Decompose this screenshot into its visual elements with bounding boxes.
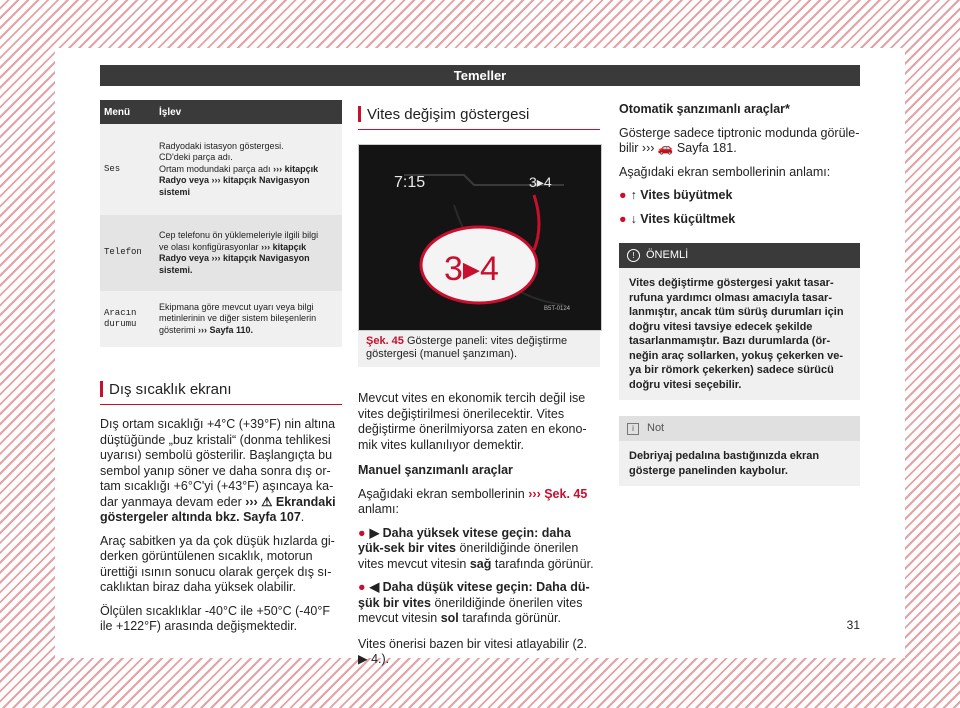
cell-link[interactable]: ››› Sayfa 110.	[198, 324, 254, 335]
table-header-menu: Menü	[100, 100, 155, 124]
table-header-function: İşlev	[155, 100, 342, 124]
bullet-icon: ●	[619, 211, 627, 226]
warning-link[interactable]: ››› ⚠ Ekrandaki göstergeler altında bkz. Sayfa 107	[100, 494, 336, 524]
section-title-gear-shift	[358, 100, 600, 130]
cell-line: Ekipmana göre mevcut uyarı veya bilgi	[159, 301, 314, 312]
cell-line: sistemi.	[159, 264, 193, 275]
cell-line: ve olası konfigürasyonlar	[159, 241, 259, 252]
cell-line: Ortam modundaki parça adı	[159, 163, 271, 174]
warning-body: Vites değiştirme göstergesi yakıt tasar-rufuna yardımcı olması amacıyla tasar-lanmıştır, ancak tüm sürüş durumları için doğru vitesi tavsiye edecek şekilde tasarlanmamıştır. Bazı durumlarda (ör-neğin araç sollarken, yokuş çekerken ve-ya bir römork çekerken) sadece sürücü doğru vitesi seçebilir.	[629, 277, 844, 391]
bullet-bold: : daha yük-sek bir vites	[358, 525, 571, 555]
menu-function-table	[100, 100, 342, 347]
cell-line: sistemi	[159, 186, 191, 197]
bullet-icon: ●	[358, 580, 366, 594]
table-cell-value	[155, 291, 342, 347]
cell-line: Radyo veya	[159, 253, 210, 263]
cell-line: Radyodaki istasyon göstergesi.	[159, 140, 284, 151]
cell-line: Radyo veya	[159, 175, 210, 186]
subheading-automatic: Otomatik şanzımanlı araçlar*	[619, 102, 790, 116]
bullet-title: ◀ Daha düşük vitese geçin	[369, 580, 529, 594]
list-item	[358, 526, 600, 573]
table-cell-value	[155, 215, 342, 291]
column-right	[619, 100, 860, 486]
bullet-text: önerildiğinde önerilen vites mevcut vitesin	[358, 595, 583, 625]
figure-gear-small: 3▸4	[529, 174, 552, 190]
figure-code: B5T-0124	[544, 306, 571, 312]
paragraph-text: anlamı:	[358, 502, 399, 516]
bullet-direction: sağ	[469, 556, 492, 571]
paragraph: Araç sabitken ya da çok düşük hızlarda gi-derken görüntülenen sıcaklık, motorun ürettiği ısının sonucu olarak gerçek dış sı-caklıktan biraz daha yüksek olabilir.	[100, 533, 335, 594]
table-row	[100, 291, 342, 347]
section-bar	[100, 381, 103, 397]
paragraph: Mevcut vites en ekonomik tercih değil ise vites değiştirilmesi önerilecektir. Vites değiştirme önerilmiyorsa zaten en ekono-mik vites kullanılıyor demektir.	[358, 391, 587, 452]
section-bar	[358, 106, 361, 122]
table-row	[100, 124, 342, 215]
cell-line: metinlerinin ve diğer sistem bileşenlerin	[159, 313, 317, 324]
column-left	[100, 100, 342, 643]
page-number: 31	[846, 618, 860, 632]
info-icon: i	[627, 423, 639, 435]
bullet-text: tarafında görünür.	[462, 611, 561, 625]
bullet-text: tarafında görünür.	[494, 556, 594, 571]
table-cell-key: Aracın durumu	[100, 291, 155, 347]
figure-caption	[358, 331, 600, 367]
bullet-text: ↑ Vites büyütmek	[630, 188, 733, 202]
figure-gear-indicator	[358, 144, 602, 331]
figure-caption-text: Gösterge paneli: vites değiştirme göstergesi (manuel şanzıman).	[366, 335, 568, 360]
cell-link[interactable]: ››› kitapçık Navigasyon	[211, 253, 310, 263]
section-title-text: Dış sıcaklık ekranı	[109, 381, 232, 398]
paragraph: Dış ortam sıcaklığı +4°C (+39°F) nin altına düştüğünde „buz kristali“ (donma tehlikesi uyarısı) sembolü gösterilir. Başlangıçta bu sembol yanıp söner ve daha sonra dış or-tam sıcaklığı +6°C'yi (+43°F) aşıncaya ka-dar yanmaya devam eder ››› ⚠ Ekrandaki göstergeler altında bkz. Sayfa 107.	[100, 417, 336, 524]
list-item	[619, 212, 860, 228]
cell-link[interactable]: ››› kitapçık	[273, 163, 319, 174]
bullet-bold: : Daha dü-şük bir vites	[358, 580, 590, 610]
bullet-direction: sol	[440, 611, 459, 625]
note-box	[619, 416, 860, 486]
page-header: Temeller	[100, 65, 860, 86]
info-circle-icon: !	[627, 249, 640, 262]
cell-link[interactable]: ››› kitapçık Navigasyon	[211, 175, 310, 186]
cell-line: Cep telefonu ön yüklemeleriyle ilgili bilgi	[159, 230, 319, 240]
figure-time: 7:15	[394, 174, 426, 191]
dashboard-display-icon	[384, 165, 584, 315]
bullet-icon: ●	[358, 525, 366, 540]
table-cell-key: Telefon	[100, 215, 155, 291]
paragraph: Vites önerisi bazen bir vitesi atlayabilir (2. ▶ 4.).	[358, 636, 588, 666]
cell-line: CD'deki parça adı.	[159, 152, 233, 163]
note-title: Not	[647, 422, 665, 434]
table-cell-value	[155, 124, 342, 215]
paragraph	[358, 487, 600, 518]
figure-link[interactable]: ››› Şek. 45	[528, 486, 588, 501]
bullet-text: ↓ Vites küçültmek	[630, 211, 736, 226]
warning-header	[619, 243, 860, 268]
column-middle	[358, 100, 600, 676]
bullet-icon: ●	[619, 188, 627, 202]
figure-gear-big: 3▸4	[444, 250, 499, 288]
warning-box	[619, 243, 860, 400]
list-item	[358, 580, 600, 627]
table-cell-key: Ses	[100, 124, 155, 215]
table-row	[100, 215, 342, 291]
section-title-text: Vites değişim göstergesi	[367, 106, 530, 123]
warning-title: ÖNEMLİ	[646, 249, 689, 261]
section-title-outside-temp	[100, 375, 342, 405]
paragraph: Gösterge sadece tiptronic modunda görüle-bilir ››› 🚗 Sayfa 181.	[619, 125, 860, 155]
paragraph-text: Aşağıdaki ekran sembollerinin	[358, 486, 525, 501]
note-body: Debriyaj pedalına bastığınızda ekran gösterge panelinden kaybolur.	[629, 450, 820, 477]
note-header	[619, 416, 860, 441]
paragraph: Ölçülen sıcaklıklar -40°C ile +50°C (-40°F ile +122°F) arasında değişmektedir.	[100, 603, 331, 633]
list-item	[619, 188, 860, 204]
cell-link[interactable]: ››› kitapçık	[261, 241, 307, 252]
bullet-text: önerildiğinde önerilen vites mevcut vitesin	[358, 541, 579, 571]
cell-line: gösterimi	[159, 324, 196, 335]
paragraph: Aşağıdaki ekran sembollerinin anlamı:	[619, 164, 831, 179]
subheading-manual: Manuel şanzımanlı araçlar	[358, 463, 513, 477]
figure-label: Şek. 45	[366, 335, 404, 347]
paragraph-text: Dış ortam sıcaklığı +4°C (+39°F) nin altına düştüğünde „buz kristali“ (donma tehlikesi uyarısı) sembolü gösterilir. Başlangıçta bu sembol yanıp söner ve daha sonra dış or-tam sıcaklığı +6°C'yi (+43°F) aşıncaya ka-dar yanmaya devam eder	[100, 417, 336, 509]
bullet-title: ▶ Daha yüksek vitese geçin	[369, 525, 535, 540]
